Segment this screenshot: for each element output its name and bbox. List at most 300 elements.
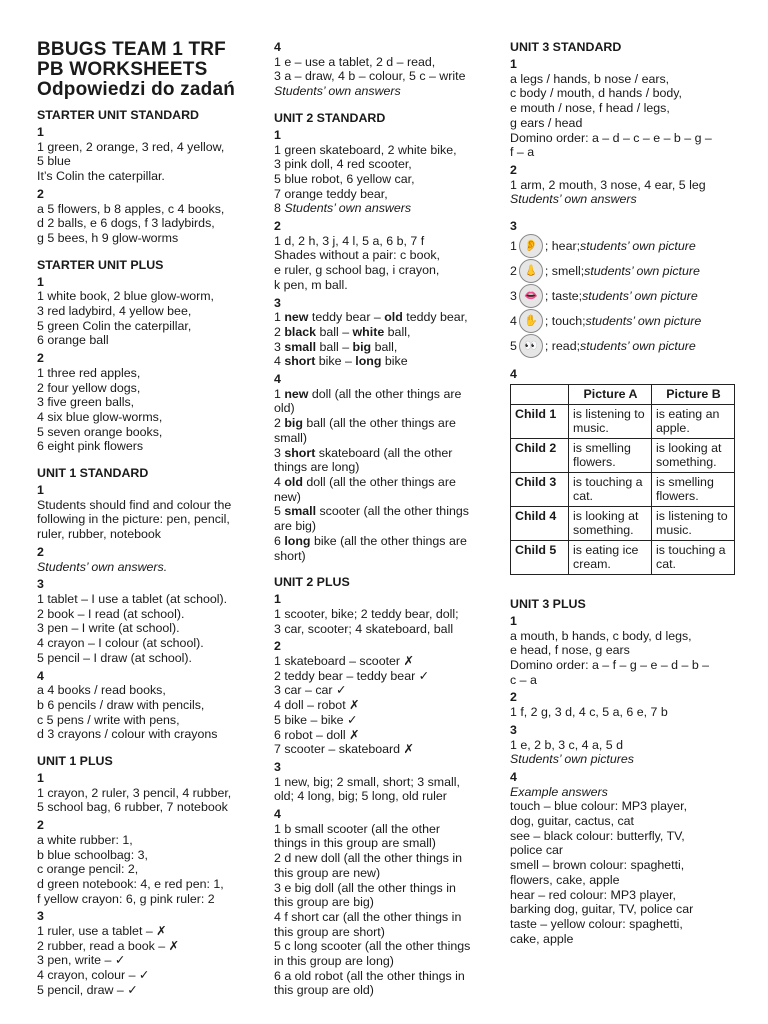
text-run: ball – bbox=[316, 324, 353, 339]
answer-item bbox=[510, 57, 742, 160]
bold-word: small bbox=[284, 339, 317, 354]
item-number: 4 bbox=[274, 372, 281, 387]
answer-item bbox=[37, 187, 262, 246]
text-run: a legs / hands, b nose / ears, bbox=[510, 71, 670, 86]
item-number: 3 bbox=[274, 295, 281, 310]
answer-line bbox=[37, 786, 262, 801]
bold-word: old bbox=[384, 310, 403, 325]
text-run: e mouth / nose, f head / legs, bbox=[510, 101, 670, 116]
item-number: 2 bbox=[37, 818, 44, 833]
text-run: old) bbox=[274, 401, 295, 416]
text-run: f yellow crayon: 6, g pink ruler: 2 bbox=[37, 891, 215, 906]
answer-line bbox=[274, 622, 496, 637]
answer-line bbox=[274, 157, 496, 172]
text-run: 2 bbox=[274, 416, 285, 431]
answer-line bbox=[37, 425, 262, 440]
answer-line bbox=[274, 549, 496, 564]
answer-section bbox=[510, 597, 742, 946]
text-run: 3 pink doll, 4 red scooter, bbox=[274, 157, 412, 172]
text-run: Domino order: a – d – c – e – b – g – bbox=[510, 130, 712, 145]
answer-line bbox=[274, 187, 496, 202]
text-run: 5 school bag, 6 rubber, 7 notebook bbox=[37, 800, 228, 815]
item-number: 3 bbox=[510, 722, 517, 737]
text-run: 3 e big doll (all the other things in bbox=[274, 880, 456, 895]
section-title: UNIT 2 PLUS bbox=[274, 575, 350, 590]
text-run: things in this group are small) bbox=[274, 836, 436, 851]
answer-line bbox=[274, 969, 496, 984]
picture-b-cell: is eating an apple. bbox=[652, 404, 735, 438]
text-run: 5 pencil – I draw (at school). bbox=[37, 650, 192, 665]
answer-line bbox=[37, 140, 262, 155]
text-run: f – a bbox=[510, 145, 535, 160]
text-run: 1 ruler, use a tablet – ✗ bbox=[37, 924, 167, 939]
text-run: 5 seven orange books, bbox=[37, 424, 163, 439]
sense-text: ; smell; bbox=[544, 263, 585, 278]
answer-line bbox=[37, 498, 262, 513]
row-number: 2 bbox=[510, 263, 517, 278]
text-run: teddy bear – bbox=[308, 310, 385, 325]
table-header-cell bbox=[511, 385, 569, 405]
answer-line bbox=[274, 866, 496, 881]
answer-line bbox=[37, 800, 262, 815]
title-line-2: PB WORKSHEETS bbox=[37, 59, 208, 80]
answer-line bbox=[274, 248, 496, 263]
row-header-cell: Child 5 bbox=[511, 540, 569, 574]
answer-line bbox=[510, 673, 742, 688]
text-run: Students should find and colour the bbox=[37, 497, 232, 512]
text-run: 1 arm, 2 mouth, 3 nose, 4 ear, 5 leg bbox=[510, 177, 706, 192]
answer-line bbox=[274, 822, 496, 837]
text-run: 1 green skateboard, 2 white bike, bbox=[274, 142, 457, 157]
answer-line bbox=[274, 84, 496, 99]
answer-line bbox=[274, 983, 496, 998]
answer-item bbox=[274, 372, 496, 563]
row-number: 1 bbox=[510, 238, 517, 253]
text-run: d green notebook: 4, e red pen: 1, bbox=[37, 876, 224, 891]
eyes-icon: 👀 bbox=[519, 334, 543, 358]
text-run: small) bbox=[274, 430, 308, 445]
text-run: 2 rubber, read a book – ✗ bbox=[37, 938, 179, 953]
text-run: 1 bbox=[274, 386, 285, 401]
table-row bbox=[511, 540, 735, 574]
answer-item bbox=[274, 40, 496, 99]
text-run: Students’ own answers bbox=[510, 192, 637, 207]
sense-text: ; touch; bbox=[544, 313, 586, 328]
text-run: ball (all the other things are bbox=[302, 416, 456, 431]
text-run: 4 bbox=[274, 354, 285, 369]
document-title bbox=[37, 40, 262, 100]
text-run: skateboard (all the other bbox=[315, 445, 453, 460]
sense-text: ; taste; bbox=[544, 288, 583, 303]
answer-line bbox=[274, 401, 496, 416]
title-line-3: Odpowiedzi do zadań bbox=[37, 79, 236, 100]
text-run: 1 white book, 2 blue glow-worm, bbox=[37, 289, 214, 304]
section-title: UNIT 1 PLUS bbox=[37, 754, 113, 769]
answer-line bbox=[37, 698, 262, 713]
answer-line bbox=[37, 366, 262, 381]
text-run: 4 bbox=[274, 474, 285, 489]
answer-line bbox=[274, 387, 496, 402]
text-run: 1 three red apples, bbox=[37, 365, 141, 380]
answer-section bbox=[274, 575, 496, 998]
text-run: police car bbox=[510, 843, 564, 858]
answer-line bbox=[274, 534, 496, 549]
item-number: 1 bbox=[37, 771, 44, 786]
answer-item bbox=[274, 807, 496, 998]
answer-line bbox=[510, 902, 742, 917]
answer-line bbox=[510, 643, 742, 658]
text-run: 1 new, big; 2 small, short; 3 small, bbox=[274, 774, 460, 789]
answer-line bbox=[37, 231, 262, 246]
hand-icon: ✋ bbox=[519, 309, 543, 333]
answer-section bbox=[37, 258, 262, 454]
table-row bbox=[511, 438, 735, 472]
answer-line bbox=[510, 752, 742, 767]
answer-line bbox=[274, 234, 496, 249]
answer-line bbox=[510, 178, 742, 193]
text-run: this group are short) bbox=[274, 924, 385, 939]
text-run: Domino order: a – f – g – e – d – b – bbox=[510, 658, 710, 673]
answer-item bbox=[37, 125, 262, 184]
answer-line bbox=[510, 814, 742, 829]
text-run: c orange pencil: 2, bbox=[37, 862, 139, 877]
answer-line bbox=[274, 939, 496, 954]
text-run: 3 pen, write – ✓ bbox=[37, 953, 126, 968]
answer-line bbox=[37, 636, 262, 651]
item-number: 1 bbox=[37, 483, 44, 498]
picture-b-cell: is smelling flowers. bbox=[652, 472, 735, 506]
text-run: short) bbox=[274, 548, 306, 563]
answer-line bbox=[274, 310, 496, 325]
column-2 bbox=[274, 40, 496, 1010]
sense-text: ; hear; bbox=[544, 238, 581, 253]
text-run: d 3 crayons / colour with crayons bbox=[37, 727, 218, 742]
text-run: in this group are long) bbox=[274, 954, 394, 969]
text-run: 5 bbox=[274, 504, 285, 519]
text-run: 4 six blue glow-worms, bbox=[37, 409, 163, 424]
answer-line bbox=[37, 527, 262, 542]
sense-row bbox=[510, 259, 742, 284]
text-run: bike (all the other things are bbox=[310, 533, 467, 548]
text-run: g ears / head bbox=[510, 115, 583, 130]
section-title: UNIT 2 STANDARD bbox=[274, 110, 386, 125]
picture-a-cell: is looking at something. bbox=[569, 506, 652, 540]
text-run: teddy bear, bbox=[402, 310, 468, 325]
table-header-cell: Picture B bbox=[652, 385, 735, 405]
picture-a-cell: is smelling flowers. bbox=[569, 438, 652, 472]
text-run: Example answers bbox=[510, 784, 608, 799]
picture-b-cell: is touching a cat. bbox=[652, 540, 735, 574]
answer-line bbox=[274, 698, 496, 713]
text-run: bike – bbox=[315, 354, 356, 369]
section-title: UNIT 1 STANDARD bbox=[37, 466, 149, 481]
text-run: 3 pen – I write (at school). bbox=[37, 621, 180, 636]
answer-item bbox=[274, 296, 496, 370]
item-number: 4 bbox=[274, 40, 281, 54]
answer-item bbox=[274, 592, 496, 636]
text-run: Students’ own pictures bbox=[510, 752, 634, 767]
text-run: hear – red colour: MP3 player, bbox=[510, 887, 676, 902]
item-number: 2 bbox=[510, 690, 517, 705]
text-run: ball – bbox=[316, 339, 353, 354]
text-run: 3 red ladybird, 4 yellow bee, bbox=[37, 304, 192, 319]
text-run: 5 c long scooter (all the other things bbox=[274, 939, 471, 954]
text-run: Students’ own answers bbox=[274, 84, 401, 99]
answer-line bbox=[274, 669, 496, 684]
answer-line bbox=[37, 833, 262, 848]
answer-line bbox=[510, 738, 742, 753]
text-run: 1 green, 2 orange, 3 red, 4 yellow, bbox=[37, 139, 225, 154]
column-1 bbox=[37, 40, 262, 1010]
section-title: STARTER UNIT STANDARD bbox=[37, 108, 199, 122]
answer-line bbox=[37, 169, 262, 184]
bold-word: big bbox=[284, 416, 303, 431]
answer-line bbox=[510, 145, 742, 160]
answer-line bbox=[37, 289, 262, 304]
answer-line bbox=[510, 843, 742, 858]
text-run: a mouth, b hands, c body, d legs, bbox=[510, 628, 692, 643]
row-number: 4 bbox=[510, 313, 517, 328]
answer-line bbox=[274, 490, 496, 505]
text-run: e ruler, g school bag, i crayon, bbox=[274, 263, 440, 278]
answer-line bbox=[37, 439, 262, 454]
table-row bbox=[511, 506, 735, 540]
answer-item bbox=[37, 771, 262, 815]
text-run: 4 doll – robot ✗ bbox=[274, 698, 360, 713]
text-run: new) bbox=[274, 489, 301, 504]
row-number: 3 bbox=[510, 288, 517, 303]
ear-icon: 👂 bbox=[519, 234, 543, 258]
text-run: 2 bbox=[274, 324, 285, 339]
answer-line bbox=[37, 983, 262, 998]
answer-item bbox=[37, 275, 262, 349]
answer-line bbox=[37, 304, 262, 319]
text-run: 6 robot – doll ✗ bbox=[274, 727, 360, 742]
answer-line bbox=[510, 888, 742, 903]
answer-line bbox=[510, 873, 742, 888]
bold-word: new bbox=[284, 310, 309, 325]
bold-word: short bbox=[284, 445, 316, 460]
answer-line bbox=[510, 705, 742, 720]
answer-item bbox=[510, 723, 742, 767]
text-run: dog, guitar, cactus, cat bbox=[510, 814, 634, 829]
answer-item bbox=[37, 577, 262, 665]
sense-note: students’ own picture bbox=[584, 263, 700, 278]
item-number: 2 bbox=[37, 186, 44, 201]
text-run: a white rubber: 1, bbox=[37, 832, 133, 847]
answer-line bbox=[510, 658, 742, 673]
answer-table bbox=[510, 384, 735, 575]
text-run: 6 eight pink flowers bbox=[37, 439, 144, 454]
text-run: 2 teddy bear – teddy bear ✓ bbox=[274, 668, 430, 683]
answer-line bbox=[274, 925, 496, 940]
answer-line bbox=[274, 836, 496, 851]
text-run: old; 4 long, big; 5 long, old ruler bbox=[274, 789, 447, 804]
answer-line bbox=[274, 354, 496, 369]
answer-item bbox=[37, 545, 262, 574]
answer-item bbox=[274, 639, 496, 757]
row-number: 5 bbox=[510, 338, 517, 353]
text-run: flowers, cake, apple bbox=[510, 872, 620, 887]
answer-item bbox=[510, 367, 742, 575]
item-number: 3 bbox=[37, 577, 44, 592]
bold-word: white bbox=[352, 324, 385, 339]
answer-line bbox=[37, 862, 262, 877]
text-run: see – black colour: butterfly, TV, bbox=[510, 828, 685, 843]
text-run: a 4 books / read books, bbox=[37, 683, 166, 698]
item-number: 1 bbox=[510, 613, 517, 628]
answer-line bbox=[274, 431, 496, 446]
item-number: 2 bbox=[274, 219, 281, 234]
answer-line bbox=[510, 858, 742, 873]
answer-item bbox=[37, 483, 262, 542]
item-number: 1 bbox=[37, 274, 44, 289]
answer-line bbox=[37, 968, 262, 983]
answer-item bbox=[510, 770, 742, 946]
answer-line bbox=[37, 621, 262, 636]
answer-item bbox=[37, 818, 262, 906]
sense-note: students’ own picture bbox=[580, 338, 696, 353]
answer-line bbox=[37, 727, 262, 742]
text-run: Students’ own answers bbox=[284, 201, 412, 216]
item-number: 1 bbox=[510, 57, 517, 71]
answer-section bbox=[37, 108, 262, 246]
text-run: 5 blue bbox=[37, 154, 71, 169]
answer-line bbox=[510, 131, 742, 146]
answer-line bbox=[274, 713, 496, 728]
answer-line bbox=[274, 263, 496, 278]
answer-line bbox=[37, 607, 262, 622]
senses-list bbox=[510, 234, 742, 359]
item-number: 2 bbox=[37, 544, 44, 559]
bold-word: old bbox=[284, 474, 303, 489]
item-number: 1 bbox=[37, 125, 44, 139]
text-run: doll (all the other things are bbox=[302, 474, 456, 489]
answer-line bbox=[510, 72, 742, 87]
item-number: 2 bbox=[37, 351, 44, 366]
answer-line bbox=[37, 560, 262, 575]
mouth-icon: 👄 bbox=[519, 284, 543, 308]
text-run: Shades without a pair: c book, bbox=[274, 248, 440, 263]
text-run: 1 f, 2 g, 3 d, 4 c, 5 a, 6 e, 7 b bbox=[510, 705, 668, 720]
picture-a-cell: is eating ice cream. bbox=[569, 540, 652, 574]
answer-line bbox=[274, 683, 496, 698]
text-run: 1 scooter, bike; 2 teddy bear, doll; bbox=[274, 606, 459, 621]
text-run: 3 bbox=[274, 339, 285, 354]
text-run: 3 car, scooter; 4 skateboard, ball bbox=[274, 621, 454, 636]
bold-word: big bbox=[352, 339, 372, 354]
answer-line bbox=[510, 86, 742, 101]
answer-line bbox=[510, 101, 742, 116]
answer-line bbox=[37, 381, 262, 396]
text-run: ruler, rubber, notebook bbox=[37, 527, 161, 542]
answer-line bbox=[274, 775, 496, 790]
answer-line bbox=[274, 607, 496, 622]
text-run: 6 orange ball bbox=[37, 333, 109, 348]
text-run: this group are new) bbox=[274, 865, 381, 880]
answer-line bbox=[37, 683, 262, 698]
item-number: 4 bbox=[510, 366, 517, 381]
text-run: b 6 pencils / draw with pencils, bbox=[37, 697, 205, 712]
answer-line bbox=[274, 340, 496, 355]
row-header-cell: Child 3 bbox=[511, 472, 569, 506]
text-run: Students’ own answers. bbox=[37, 559, 168, 574]
sense-row bbox=[510, 284, 742, 309]
answer-item bbox=[37, 669, 262, 743]
text-run: barking dog, guitar, TV, police car bbox=[510, 902, 694, 917]
answer-line bbox=[274, 742, 496, 757]
text-run: b blue schoolbag: 3, bbox=[37, 847, 148, 862]
item-number: 1 bbox=[274, 592, 281, 607]
text-run: 5 pencil, draw – ✓ bbox=[37, 982, 138, 997]
text-run: scooter (all the other things bbox=[316, 504, 469, 519]
answer-item bbox=[510, 690, 742, 719]
text-run: following in the picture: pen, pencil, bbox=[37, 512, 230, 527]
title-line-1: BBUGS TEAM 1 TRF bbox=[37, 39, 226, 60]
item-number: 2 bbox=[274, 639, 281, 654]
answer-line bbox=[274, 278, 496, 293]
answer-line bbox=[274, 446, 496, 461]
answer-line bbox=[37, 154, 262, 169]
sense-note: students’ own picture bbox=[582, 288, 698, 303]
bold-word: long bbox=[284, 533, 311, 548]
answer-item bbox=[37, 909, 262, 997]
text-run: 1 skateboard – scooter ✗ bbox=[274, 654, 414, 669]
item-number: 4 bbox=[510, 769, 517, 784]
text-run: touch – blue colour: MP3 player, bbox=[510, 799, 688, 814]
text-run: 2 book – I read (at school). bbox=[37, 606, 185, 621]
answer-line bbox=[37, 592, 262, 607]
answer-line bbox=[37, 939, 262, 954]
picture-b-cell: is listening to music. bbox=[652, 506, 735, 540]
answer-line bbox=[37, 512, 262, 527]
answer-item bbox=[510, 163, 742, 207]
table-row bbox=[511, 472, 735, 506]
text-run: smell – brown colour: spaghetti, bbox=[510, 858, 685, 873]
text-run: 3 five green balls, bbox=[37, 395, 135, 410]
row-header-cell: Child 2 bbox=[511, 438, 569, 472]
answer-item bbox=[510, 614, 742, 688]
answer-line bbox=[37, 953, 262, 968]
answer-line bbox=[274, 728, 496, 743]
text-run: 5 green Colin the caterpillar, bbox=[37, 318, 192, 333]
text-run: 7 orange teddy bear, bbox=[274, 186, 388, 201]
text-run: 4 crayon, colour – ✓ bbox=[37, 968, 150, 983]
answer-line bbox=[37, 848, 262, 863]
text-run: 1 tablet – I use a tablet (at school). bbox=[37, 591, 228, 606]
answer-line bbox=[274, 519, 496, 534]
column-3 bbox=[510, 40, 742, 958]
text-run: this group are big) bbox=[274, 895, 374, 910]
text-run: ball, bbox=[371, 339, 398, 354]
item-number: 1 bbox=[274, 127, 281, 142]
answer-line bbox=[274, 325, 496, 340]
section-title: STARTER UNIT PLUS bbox=[37, 257, 164, 272]
answer-line bbox=[274, 416, 496, 431]
sense-row bbox=[510, 234, 742, 259]
text-run: this group are old) bbox=[274, 983, 374, 998]
answer-line bbox=[510, 192, 742, 207]
answer-line bbox=[274, 172, 496, 187]
picture-a-cell: is listening to music. bbox=[569, 404, 652, 438]
answer-line bbox=[274, 475, 496, 490]
text-run: taste – yellow colour: spaghetti, bbox=[510, 917, 683, 931]
answer-line bbox=[510, 799, 742, 814]
text-run: 1 bbox=[274, 310, 285, 325]
answer-item bbox=[510, 219, 742, 359]
text-run: cake, apple bbox=[510, 931, 574, 946]
sense-note: students’ own picture bbox=[580, 238, 696, 253]
